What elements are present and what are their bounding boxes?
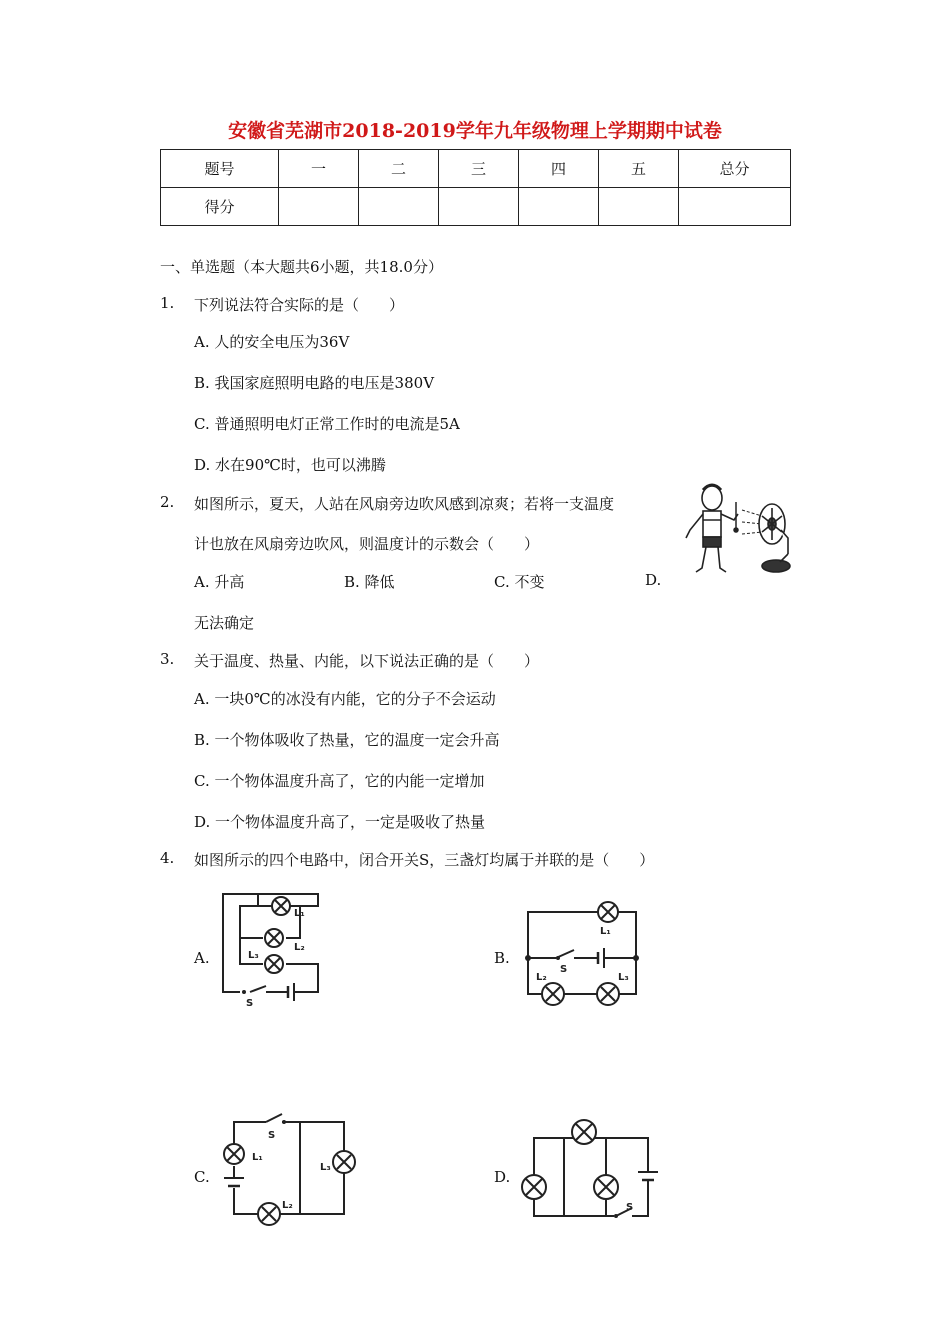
label-l2: L₂ xyxy=(282,1200,293,1211)
lamp-l1-icon xyxy=(598,902,618,922)
option-a: A. 一块0℃的冰没有内能，它的分子不会运动 xyxy=(194,690,496,708)
table-cell: 三 xyxy=(439,150,519,188)
label-l2: L₂ xyxy=(536,972,547,983)
label-l3: L₃ xyxy=(248,950,259,961)
option-c-label: C. xyxy=(194,1168,210,1186)
person-fan-illustration xyxy=(676,480,798,580)
circuit-diagram-c xyxy=(216,1108,360,1228)
lamp-l3-icon xyxy=(597,983,619,1005)
table-cell: 四 xyxy=(519,150,599,188)
lamp-l2-icon xyxy=(258,1203,280,1225)
label-l3: L₃ xyxy=(618,972,629,983)
lamp-middle-icon xyxy=(594,1175,618,1199)
label-switch: S xyxy=(246,998,254,1006)
question-stem: 下列说法符合实际的是（ ） xyxy=(194,296,405,314)
table-cell xyxy=(279,188,359,226)
table-cell xyxy=(679,188,791,226)
circuit-diagram-b xyxy=(520,896,642,1012)
option-b: B. 我国家庭照明电路的电压是380V xyxy=(194,374,435,392)
option-a: A. 升高 xyxy=(194,573,245,591)
thermometer-icon xyxy=(734,502,738,532)
label-switch: S xyxy=(560,964,568,975)
table-row xyxy=(161,150,791,188)
section-heading: 一、单选题（本大题共6小题，共18.0分） xyxy=(160,258,443,276)
table-cell: 一 xyxy=(279,150,359,188)
question-number: 2. xyxy=(160,493,175,511)
option-c: C. 普通照明电灯正常工作时的电流是5A xyxy=(194,415,460,433)
label-l1: L₁ xyxy=(294,908,305,919)
option-d-label: D. xyxy=(494,1168,511,1186)
label-switch: S xyxy=(626,1202,634,1213)
lamp-left-icon xyxy=(522,1175,546,1199)
question-number: 3. xyxy=(160,650,175,668)
question-number: 4. xyxy=(160,849,175,867)
table-cell xyxy=(439,188,519,226)
option-d: D. 水在90℃时，也可以沸腾 xyxy=(194,456,386,474)
person-figure xyxy=(686,485,738,572)
table-row xyxy=(161,188,791,226)
circuit-diagram-d xyxy=(514,1114,662,1226)
label-l3: L₃ xyxy=(320,1162,331,1173)
lamp-l2-icon xyxy=(265,929,283,947)
table-cell: 题号 xyxy=(161,150,279,188)
table-cell xyxy=(599,188,679,226)
question-stem: 关于温度、热量、内能，以下说法正确的是（ ） xyxy=(194,652,540,670)
option-b-label: B. xyxy=(494,949,510,967)
lamp-l3-icon xyxy=(333,1151,355,1173)
page-title: 安徽省芜湖市2018-2019学年九年级物理上学期期中试卷 xyxy=(228,120,722,142)
option-d: D. xyxy=(645,571,662,589)
option-c: C. 一个物体温度升高了，它的内能一定增加 xyxy=(194,772,485,790)
table-cell: 得分 xyxy=(161,188,279,226)
lamp-l1-icon xyxy=(224,1144,244,1164)
fan-icon xyxy=(759,504,790,572)
label-l1: L₁ xyxy=(600,926,611,937)
option-b: B. 降低 xyxy=(344,573,395,591)
table-cell xyxy=(519,188,599,226)
lamp-l3-icon xyxy=(265,955,283,973)
question-stem: 如图所示，夏天，人站在风扇旁边吹风感到凉爽；若将一支温度 xyxy=(194,495,615,513)
table-cell: 总分 xyxy=(679,150,791,188)
label-l1: L₁ xyxy=(252,1152,263,1163)
question-stem: 如图所示的四个电路中，闭合开关S，三盏灯均属于并联的是（ ） xyxy=(194,851,655,869)
option-a-label: A. xyxy=(194,949,210,967)
lamp-l1-icon xyxy=(272,897,290,915)
table-cell xyxy=(359,188,439,226)
label-l2: L₂ xyxy=(294,942,305,953)
option-a: A. 人的安全电压为36V xyxy=(194,333,350,351)
lamp-l2-icon xyxy=(542,983,564,1005)
question-number: 1. xyxy=(160,294,175,312)
score-table xyxy=(160,149,791,226)
label-switch: S xyxy=(268,1130,276,1141)
circuit-diagram-a xyxy=(218,886,328,1006)
question-stem-cont: 计也放在风扇旁边吹风，则温度计的示数会（ ） xyxy=(194,535,540,553)
option-b: B. 一个物体吸收了热量，它的温度一定会升高 xyxy=(194,731,500,749)
option-d: D. 一个物体温度升高了，一定是吸收了热量 xyxy=(194,813,486,831)
option-d-text: 无法确定 xyxy=(194,614,255,632)
table-cell: 五 xyxy=(599,150,679,188)
table-cell: 二 xyxy=(359,150,439,188)
option-c: C. 不变 xyxy=(494,573,545,591)
lamp-top-icon xyxy=(572,1120,596,1144)
